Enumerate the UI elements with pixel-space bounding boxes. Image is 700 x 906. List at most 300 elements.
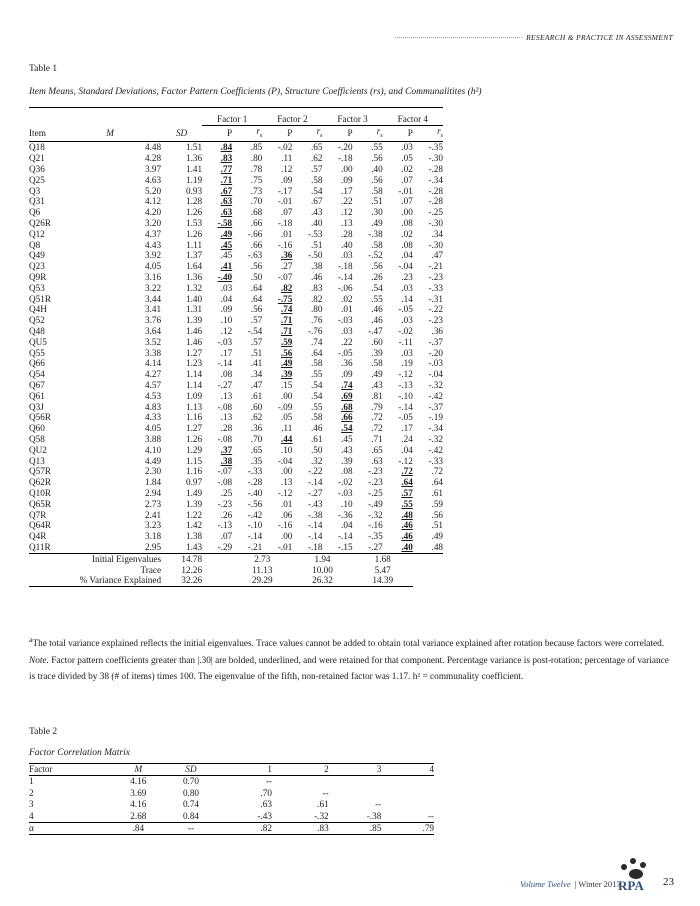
table-cell: Q7R (29, 509, 47, 520)
table-row (29, 229, 443, 240)
table-cell: -.40 (247, 487, 263, 498)
table-cell: -.16 (277, 239, 293, 250)
table-cell: Q4R (29, 531, 47, 542)
table-cell: .71 (220, 174, 233, 185)
table-row (29, 175, 443, 186)
table-row (29, 380, 443, 391)
table-row (29, 240, 443, 251)
summary-label: % Variance Explained (29, 575, 161, 586)
table-cell: .71 (371, 433, 383, 444)
table-cell: .81 (371, 390, 383, 401)
table-cell: -.05 (338, 347, 353, 358)
table-cell: .72 (371, 412, 383, 423)
table-cell: .46 (311, 271, 323, 282)
column-header: Item (29, 125, 59, 142)
table-cell: .03 (401, 347, 413, 358)
table-cell: -.17 (277, 185, 293, 196)
table-cell: .57 (401, 487, 413, 498)
table-cell: .74 (341, 379, 353, 390)
table-cell: .56 (371, 153, 383, 164)
table-cell: 4.43 (144, 239, 162, 250)
table-cell: Q60 (29, 423, 45, 434)
table-cell: .68 (341, 401, 353, 412)
table-cell: .05 (401, 153, 413, 164)
table-cell: .72 (371, 423, 383, 434)
table-cell: -.18 (292, 542, 322, 553)
table-cell (381, 788, 434, 799)
table-cell: -.28 (428, 185, 443, 196)
table-cell: .13 (341, 218, 353, 228)
table-cell: 1.13 (185, 401, 203, 412)
table-cell: .26 (220, 509, 233, 520)
table-cell: .67 (311, 196, 323, 207)
table-cell: .13 (220, 390, 233, 401)
table-cell: .09 (220, 304, 233, 315)
table-cell: .55 (311, 401, 323, 412)
table-cell: Q4H (29, 304, 47, 315)
table-cell: .07 (401, 174, 413, 185)
table-cell: -.07 (277, 271, 293, 282)
table-cell: .17 (220, 347, 233, 358)
table-cell: 1.14 (185, 379, 203, 390)
table-cell: .08 (401, 218, 413, 228)
table-cell: -.14 (307, 520, 323, 531)
table-cell: -.63 (247, 250, 263, 261)
table-cell: .00 (280, 466, 293, 477)
table-cell: 4.20 (144, 207, 162, 218)
table-cell: -.28 (247, 477, 263, 488)
table-cell: .57 (250, 336, 263, 347)
table-cell: -.42 (247, 509, 263, 520)
table-row (29, 456, 443, 467)
table-cell: -.53 (307, 228, 323, 239)
summary-value: 2.73 (254, 553, 271, 564)
table-cell: 3.97 (144, 164, 162, 175)
column-header: $r_s$ (413, 125, 443, 142)
table-cell: .48 (413, 542, 443, 553)
table-cell: .36 (431, 325, 443, 336)
table-cell: -.34 (428, 423, 443, 434)
table-cell: 1.38 (185, 531, 203, 542)
table-cell: 1.37 (185, 250, 203, 261)
table-cell: .54 (311, 185, 323, 196)
table-cell: Q58 (29, 433, 45, 444)
table-cell: -.12 (398, 369, 413, 380)
table-cell: .26 (371, 271, 383, 282)
table-cell: .62 (311, 153, 323, 164)
table-row (29, 142, 443, 153)
table-cell: 3.69 (130, 787, 147, 798)
table-cell: Q26R (29, 218, 51, 228)
table-cell: .65 (250, 444, 263, 455)
table-cell: .49 (371, 218, 383, 228)
table-cell: 4.27 (144, 369, 162, 380)
table-cell: 2.95 (59, 542, 161, 553)
table-cell: .84 (220, 142, 233, 153)
table-cell: 4.57 (144, 379, 162, 390)
table-cell (329, 788, 382, 799)
table-cell: Q36 (29, 164, 45, 175)
table-cell: -.19 (428, 412, 443, 423)
table-cell: .84 (110, 823, 167, 835)
table-cell: 2 (29, 787, 34, 798)
table-cell: 4.12 (144, 196, 162, 207)
table-row (29, 304, 443, 315)
factor-header: Factor 2 (262, 114, 322, 125)
table-cell: .60 (371, 336, 383, 347)
table-cell: .17 (401, 423, 413, 434)
table-cell: -.27 (217, 379, 233, 390)
table-cell: -.29 (202, 542, 232, 553)
table-cell: .63 (371, 455, 383, 466)
table-cell: Q61 (29, 390, 45, 401)
table-cell: Q54 (29, 369, 45, 380)
table-cell: .47 (431, 250, 443, 261)
table-cell: .11 (281, 423, 293, 434)
table-cell: 1.36 (185, 271, 203, 282)
table-cell: -.31 (428, 293, 443, 304)
table-cell: -.33 (428, 282, 443, 293)
table-cell: .46 (401, 520, 413, 531)
table-cell: .58 (311, 412, 323, 423)
table-cell: .57 (250, 315, 263, 326)
table-cell: -.04 (398, 261, 413, 272)
table-cell: -.37 (428, 401, 443, 412)
table-cell: 1.27 (185, 423, 203, 434)
table-cell: .45 (341, 433, 353, 444)
table-cell: -.08 (217, 401, 233, 412)
table-cell: .37 (220, 444, 233, 455)
table2-title: Factor Correlation Matrix (29, 748, 130, 758)
table-cell: .82 (215, 823, 272, 835)
table-cell: -.10 (398, 390, 413, 401)
table-cell: -.32 (368, 509, 383, 520)
table-cell: 1.28 (185, 196, 203, 207)
season-label: | Winter 2017 (574, 879, 621, 889)
table-cell: 1.15 (185, 455, 203, 466)
table-cell: -.66 (247, 228, 263, 239)
table-row (29, 520, 443, 531)
table-cell: Q56R (29, 412, 51, 423)
table-cell: 1.43 (161, 542, 202, 553)
table-cell: .40 (341, 239, 353, 250)
table-row (29, 423, 443, 434)
table-cell: -.21 (428, 261, 443, 272)
footer (520, 879, 621, 889)
table-cell: -.01 (262, 542, 292, 553)
table-cell: .40 (371, 164, 383, 175)
table-cell: 3 (29, 799, 34, 810)
table-cell: .48 (401, 509, 413, 520)
column-header: P (383, 125, 413, 142)
table-cell: -.20 (338, 142, 353, 153)
table-cell: .08 (220, 369, 233, 380)
column-header: 3 (329, 764, 382, 776)
table-cell: .45 (220, 239, 233, 250)
table-cell: Q18 (29, 142, 45, 153)
table-cell: Q66 (29, 358, 45, 369)
table-cell: .12 (341, 207, 353, 218)
table-cell: .36 (280, 250, 293, 261)
table-cell: .07 (220, 531, 233, 542)
table-cell: .83 (220, 153, 233, 164)
table-cell: .39 (280, 369, 293, 380)
table-cell: .43 (341, 444, 353, 455)
running-head (395, 33, 673, 42)
table-cell: .49 (280, 358, 293, 369)
table-cell: 2.68 (130, 810, 147, 821)
table-cell: .68 (250, 207, 263, 218)
column-header: SD (161, 125, 202, 142)
table-cell: .77 (220, 164, 233, 175)
table-cell: 1.31 (185, 304, 203, 315)
note-a: $^a$The total variance explained reflects the initial eigenvalues. Trace values cannot be added to obtain total variance explained after rotation because factors were correlated. (29, 635, 665, 650)
table-cell: 4.05 (144, 423, 162, 434)
table-cell: 4.49 (144, 455, 162, 466)
table-row (29, 477, 443, 488)
table-cell: .23 (401, 271, 413, 282)
table-cell: .46 (371, 315, 383, 326)
summary-value: 10.00 (312, 564, 333, 575)
table-cell: -.38 (366, 810, 382, 821)
table-cell: .49 (431, 531, 443, 542)
table-cell: .56 (371, 261, 383, 272)
table-row (29, 466, 443, 477)
table-cell: -.52 (368, 250, 383, 261)
table-cell: 1.19 (185, 174, 203, 185)
summary-row (29, 565, 443, 576)
table-cell: 1.16 (185, 412, 203, 423)
table-cell: .61 (431, 487, 443, 498)
table-cell: .70 (260, 787, 272, 798)
table-cell: .56 (371, 174, 383, 185)
table-cell: .74 (311, 336, 323, 347)
table-cell: .47 (250, 379, 263, 390)
table-cell: -.22 (307, 466, 323, 477)
summary-value: 1.94 (314, 553, 331, 564)
table-row (29, 510, 443, 521)
table-cell: 1.53 (185, 218, 203, 228)
table-cell: 3.38 (144, 347, 162, 358)
table-cell: 3.92 (144, 250, 162, 261)
table-cell: 1.26 (185, 228, 203, 239)
table-row (29, 402, 443, 413)
table-cell: .61 (317, 799, 329, 810)
table-cell: -.13 (217, 520, 233, 531)
table-row (29, 391, 443, 402)
table-row (29, 164, 443, 175)
table-cell: 1.16 (185, 466, 203, 477)
table1-title: Item Means, Standard Deviations, Factor Pattern Coefficients (P), Structure Coefficients (rs), and Communalitites (h²) (29, 87, 482, 97)
table-cell: .55 (371, 142, 383, 153)
table-cell: -.12 (277, 487, 293, 498)
table-cell: -.14 (217, 358, 233, 369)
summary-value: 29.29 (232, 575, 292, 586)
table-cell: .02 (401, 228, 413, 239)
table-cell: Q48 (29, 325, 45, 336)
table-cell: .38 (311, 261, 323, 272)
table-cell: 1.26 (185, 433, 203, 444)
table-cell: .49 (220, 228, 233, 239)
table-row (29, 369, 443, 380)
table-row (29, 348, 443, 359)
table-cell: -.21 (232, 542, 262, 553)
table-cell: .80 (250, 153, 263, 164)
table-cell: 4.16 (130, 776, 147, 787)
table-cell: .72 (401, 466, 413, 477)
table-cell: .43 (371, 379, 383, 390)
table-cell: .28 (341, 228, 353, 239)
correlation-table (29, 763, 434, 835)
table-cell: 1.23 (185, 358, 203, 369)
table-cell: .54 (311, 390, 323, 401)
table-row (29, 250, 443, 261)
table-cell: .41 (250, 358, 263, 369)
summary-value: 5.47 (374, 564, 391, 575)
table-cell: -.54 (247, 325, 263, 336)
table-cell: .63 (220, 196, 233, 207)
table-cell: -.03 (338, 487, 353, 498)
table-cell: 4.10 (144, 444, 162, 455)
table-cell: .13 (220, 412, 233, 423)
table-row (29, 272, 443, 283)
table-row (29, 434, 443, 445)
table-cell: -.40 (217, 271, 233, 282)
table-cell: -.11 (398, 336, 413, 347)
table-cell: .62 (250, 412, 263, 423)
table-cell: .08 (401, 239, 413, 250)
table-cell: 1.46 (185, 325, 203, 336)
table-cell (381, 776, 434, 788)
table-cell: -- (375, 799, 382, 810)
table-cell: .85 (329, 823, 382, 835)
table-cell: .80 (311, 304, 323, 315)
factor-header: Factor 1 (202, 114, 262, 125)
summary-spacer (202, 565, 232, 576)
table-cell: -.75 (277, 293, 293, 304)
factor-header: Factor 4 (383, 114, 443, 125)
table2-label: Table 2 (29, 727, 58, 737)
table-cell: .05 (280, 412, 293, 423)
table-cell: .03 (341, 325, 353, 336)
column-header: $r_s$ (232, 125, 262, 142)
table-cell: Q49 (29, 250, 45, 261)
summary-value: 14.39 (353, 575, 413, 586)
table-cell: -- (322, 787, 329, 798)
table-cell: .58 (371, 239, 383, 250)
table-cell: 4.33 (144, 412, 162, 423)
table-cell: 3.41 (144, 304, 162, 315)
column-header: $r_s$ (292, 125, 322, 142)
table-cell: -- (167, 823, 216, 835)
table-cell: .49 (371, 369, 383, 380)
table-cell: 1.11 (186, 239, 203, 250)
table-cell: -.43 (257, 810, 272, 821)
table-row (29, 153, 443, 164)
table-cell: -.42 (428, 444, 443, 455)
table-cell: .64 (250, 293, 263, 304)
table-row (29, 294, 443, 305)
table-cell (381, 799, 434, 810)
table-cell: 5.20 (144, 185, 162, 196)
table-cell: 3.16 (144, 271, 162, 282)
table-cell: -.04 (277, 455, 293, 466)
table-cell: .30 (371, 207, 383, 218)
table-cell: .56 (431, 509, 443, 520)
summary-spacer (202, 553, 232, 564)
table-cell: -.16 (277, 520, 293, 531)
table-row (29, 337, 443, 348)
table-cell: 1.29 (185, 444, 203, 455)
table-cell: 1.39 (185, 498, 203, 509)
table-cell: 1.22 (185, 509, 203, 520)
summary-row (29, 553, 443, 564)
table-cell: .70 (250, 196, 263, 207)
table-row (29, 788, 434, 799)
table-cell: .55 (401, 498, 413, 509)
table-cell: 2.94 (144, 487, 162, 498)
table-cell: .64 (311, 347, 323, 358)
table-cell: .76 (311, 315, 323, 326)
table-cell: .70 (250, 433, 263, 444)
table-cell: -.02 (338, 477, 353, 488)
table-cell: -.02 (277, 142, 293, 153)
table-cell: .36 (250, 423, 263, 434)
table-row (29, 196, 443, 207)
table-cell: .00 (401, 207, 413, 218)
table-cell: Q65R (29, 498, 51, 509)
table-cell: -.15 (322, 542, 352, 553)
table-cell: -.35 (428, 142, 443, 153)
table-cell: Q6 (29, 207, 41, 218)
table-cell: .14 (401, 293, 413, 304)
table-cell: .04 (401, 250, 413, 261)
table-cell: 3.76 (144, 315, 162, 326)
table-cell: .36 (341, 358, 353, 369)
summary-value: 12.26 (181, 564, 203, 575)
table-cell: 4.16 (130, 799, 147, 810)
table-cell: 1.64 (185, 261, 203, 272)
table-cell: .15 (280, 379, 293, 390)
column-header: P (202, 125, 232, 142)
table-cell: .03 (341, 250, 353, 261)
table-cell: .07 (401, 196, 413, 207)
table-cell: -.50 (307, 250, 323, 261)
summary-value: 26.32 (292, 575, 352, 586)
table-row (29, 811, 434, 823)
table-cell: .03 (401, 142, 413, 153)
table-cell: -.14 (247, 531, 263, 542)
table-cell: 4.37 (144, 228, 162, 239)
table-cell: .56 (250, 304, 263, 315)
table-cell: .46 (401, 531, 413, 542)
table-cell: -.12 (398, 455, 413, 466)
table-cell: Q57R (29, 466, 51, 477)
table-cell: 1.42 (185, 520, 203, 531)
table-cell: .63 (260, 799, 272, 810)
table-cell: Q51R (29, 293, 51, 304)
table-cell: QU5 (29, 336, 47, 347)
table-cell: .61 (311, 433, 323, 444)
table-cell: Q12 (29, 228, 45, 239)
table-cell: 2.41 (144, 509, 162, 520)
table-cell: .00 (341, 164, 353, 175)
table-cell: -.23 (428, 315, 443, 326)
table-cell: -.14 (338, 531, 353, 542)
table-cell: .79 (371, 401, 383, 412)
table-row (29, 488, 443, 499)
table-cell: .54 (311, 379, 323, 390)
